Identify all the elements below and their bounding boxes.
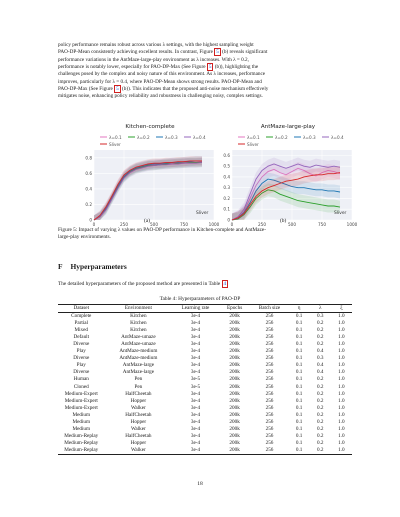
table-cell: 3e-5	[190, 376, 201, 383]
table-cell: 256	[265, 418, 274, 425]
paragraph-line: performance is notably lower, especially for PAO-DP-Max (See Figure	[58, 64, 206, 71]
table-row	[58, 398, 352, 405]
table-cell: AntMaze-large	[122, 369, 155, 376]
table-cell: Hopper	[130, 439, 147, 446]
y-tick-label: 0	[227, 217, 230, 223]
x-tick-label: 1000	[208, 222, 220, 227]
table-cell: 200k	[229, 341, 240, 348]
table-cell: 0.2	[316, 439, 324, 446]
table-cell: 256	[265, 369, 274, 376]
table-cell: Partial	[74, 320, 89, 327]
table-cell: Default	[73, 334, 90, 341]
legend-label: λ=0.4	[193, 134, 206, 140]
table-cell: 0.2	[316, 320, 324, 327]
table-row	[58, 327, 352, 334]
intro-text: The detailed hyperparameters of the proposed method are presented in Table	[58, 281, 221, 287]
table-cell: Medium-Replay	[64, 432, 99, 439]
table-cell: 256	[265, 320, 274, 327]
chart-annotation: Sliver	[334, 211, 347, 216]
column-header: Dataset	[73, 305, 90, 311]
table-cell: 0.1	[295, 369, 303, 376]
table-cell: 3e-4	[190, 390, 201, 397]
table-cell: 3e-4	[190, 334, 201, 341]
table-cell: 200k	[229, 376, 240, 383]
table-row	[58, 320, 352, 327]
table-row	[58, 313, 352, 321]
x-tick-label: 500	[288, 222, 296, 227]
table-cell: 3e-4	[190, 369, 201, 376]
table-cell: 0.2	[316, 446, 324, 453]
table-cell: HalfCheetah	[125, 390, 152, 397]
table-cell: 256	[265, 411, 274, 418]
table-row	[58, 362, 352, 369]
table-cell: 200k	[229, 397, 240, 404]
table-cell: 0.4	[316, 369, 324, 376]
table-cell: Medium	[72, 411, 91, 418]
table-cell: 200k	[229, 320, 240, 327]
table-cell: 1.0	[338, 376, 345, 383]
table-cell: Cloned	[73, 383, 89, 390]
subfigure-label: (a)	[144, 218, 150, 224]
paragraph-line: PAO-DP-Mean consistently achieving excellent results. In contrast, Figure	[58, 49, 213, 56]
column-header: η	[297, 305, 301, 311]
legend-label: λ=0.1	[109, 134, 122, 140]
table-cell: 3e-4	[190, 320, 201, 327]
table-cell: 1.0	[338, 320, 345, 327]
figure-ref-link[interactable]: 5	[116, 86, 119, 93]
paragraph-line: (b)). This indicates that the proposed anti-noise mechanism effectively	[122, 86, 269, 93]
table-cell: 200k	[229, 411, 240, 418]
table-row	[58, 348, 352, 355]
table-row	[58, 391, 352, 398]
table-row	[58, 355, 352, 362]
table-caption: Table 4: Hyperparameters of PAO-DP	[159, 296, 241, 302]
table-cell: 1.0	[338, 313, 345, 320]
y-tick-label: 0.5	[223, 163, 230, 169]
table-cell: 256	[265, 362, 274, 369]
paragraph-line: improves, particularly for λ = 0.4, where PAO-DP-Mean shows strong results. PAO-DP-Mean and	[58, 78, 262, 85]
table-cell: 256	[265, 390, 274, 397]
chart-svg	[80, 124, 220, 230]
table-cell: 1.0	[338, 334, 345, 341]
y-tick-label: 0.4	[85, 186, 92, 192]
table-cell: 0.1	[295, 418, 303, 425]
table-cell: Human	[73, 376, 89, 383]
figure-caption	[58, 227, 346, 241]
table-cell: 0.2	[316, 404, 324, 411]
table-cell: 0.1	[295, 376, 303, 383]
table-cell: 1.0	[338, 432, 345, 439]
chart-antmaze-large-play	[218, 124, 358, 230]
table-cell: 200k	[229, 404, 240, 411]
table-cell: 256	[265, 432, 274, 439]
page-number: 18	[197, 481, 203, 487]
section-number: F	[58, 262, 63, 271]
table-cell: 0.1	[295, 383, 303, 390]
table-cell: 0.1	[295, 348, 303, 355]
table-cell: 256	[265, 348, 274, 355]
table-cell: 3e-4	[190, 355, 201, 362]
y-tick-label: 0.3	[223, 185, 230, 191]
table-cell: AntMaze-umaze	[121, 341, 156, 348]
table-row	[58, 384, 352, 391]
table-row	[58, 440, 352, 447]
table-cell: 200k	[229, 425, 240, 432]
table-row	[58, 341, 352, 348]
chart-annotation: Sliver	[196, 211, 209, 216]
table-cell: Pen	[134, 376, 143, 383]
legend-label: λ=0.3	[303, 134, 316, 140]
column-header: Learning rate	[181, 305, 210, 311]
table-cell: 256	[265, 355, 274, 362]
table-cell: 200k	[229, 390, 240, 397]
table-cell: 256	[265, 404, 274, 411]
paragraph-line: performance variations in the AntMaze-large-play environment as λ increases. With λ = 0.2,	[58, 56, 249, 63]
table-cell: 0.2	[316, 334, 324, 341]
table-cell: 1.0	[338, 348, 345, 355]
table-cell: 3e-4	[190, 425, 201, 432]
table-cell: 256	[265, 425, 274, 432]
table-cell: Kitchen	[130, 327, 147, 334]
table-cell: 0.1	[295, 355, 303, 362]
table-cell: Medium-Replay	[64, 439, 99, 446]
subfigure-label: (b)	[280, 218, 287, 224]
table-cell: Medium	[72, 418, 91, 425]
table-cell: 1.0	[338, 411, 345, 418]
table-cell: 1.0	[338, 383, 345, 390]
table-cell: Medium-Expert	[64, 390, 98, 397]
table-cell: 0.1	[295, 341, 303, 348]
legend-label: Sliver	[109, 141, 121, 147]
table-cell: 1.0	[338, 404, 345, 411]
figure-ref-link[interactable]: 5	[208, 64, 212, 71]
legend-label: λ=0.2	[275, 134, 288, 140]
table-cell: 256	[265, 313, 274, 320]
table-cell: Diverse	[73, 341, 90, 348]
x-tick-label: 1000	[346, 222, 358, 227]
table-row	[58, 334, 352, 341]
x-tick-label: 0	[92, 222, 96, 227]
table-cell: 200k	[229, 348, 240, 355]
table-cell: Play	[76, 362, 86, 369]
y-tick-label: 0.2	[223, 195, 230, 201]
table-cell: Medium-Expert	[64, 397, 98, 404]
table-cell: 0.4	[316, 362, 324, 369]
paragraph-line: challenges posed by the complex and noisy nature of this environment. As λ increases, performance	[58, 71, 266, 78]
table-cell: 0.1	[295, 362, 303, 369]
table-cell: 0.1	[295, 411, 303, 418]
table-cell: 256	[265, 397, 274, 404]
section-intro	[58, 281, 228, 287]
y-tick-label: 0	[89, 217, 92, 223]
table-cell: 1.0	[338, 446, 345, 453]
chart-title: Kitchen-complete	[125, 124, 175, 130]
table-cell: 0.1	[295, 432, 303, 439]
table-cell: AntMaze-medium	[119, 348, 158, 355]
table-cell: 256	[265, 376, 274, 383]
table-cell: 256	[265, 334, 274, 341]
y-tick-label: 0.4	[223, 174, 230, 180]
table-cell: Walker	[130, 404, 146, 411]
table-cell: 0.2	[316, 376, 324, 383]
table-cell: 1.0	[338, 341, 345, 348]
table-cell: Hopper	[130, 397, 147, 404]
table-cell: 1.0	[338, 439, 345, 446]
table-cell: 1.0	[338, 327, 345, 334]
table-cell: 256	[265, 439, 274, 446]
table-cell: 256	[265, 341, 274, 348]
y-tick-label: 0.1	[223, 206, 230, 212]
table-row	[58, 369, 352, 376]
table-cell: 256	[265, 446, 274, 453]
chart-kitchen-complete	[80, 124, 220, 230]
table-cell: 3e-4	[190, 411, 201, 418]
x-tick-label: 0	[230, 222, 234, 227]
table-cell: 3e-4	[190, 341, 201, 348]
table-cell: 0.1	[295, 327, 303, 334]
table-cell: 0.1	[295, 397, 303, 404]
table-cell: 1.0	[338, 397, 345, 404]
chart-title: AntMaze-large-play	[260, 124, 316, 130]
column-header: λ	[318, 305, 322, 311]
table-cell: 200k	[229, 383, 240, 390]
table-cell: 200k	[229, 362, 240, 369]
table-cell: Kitchen	[130, 320, 147, 327]
table-cell: 200k	[229, 355, 240, 362]
paragraph-line: policy performance remains robust across various λ settings, with the highest sampling weight	[58, 42, 254, 48]
legend-label: λ=0.2	[137, 134, 150, 140]
table-cell: Medium	[72, 425, 91, 432]
table-cell: 0.1	[295, 446, 303, 453]
table-row	[58, 447, 352, 455]
table-cell: Medium-Replay	[64, 446, 99, 453]
table-cell: 0.1	[295, 390, 303, 397]
table-cell: 0.2	[316, 411, 324, 418]
table-cell: Mixed	[74, 327, 89, 334]
table-cell: 3e-4	[190, 446, 201, 453]
table-cell: 1.0	[338, 355, 345, 362]
legend-label: λ=0.3	[165, 134, 178, 140]
paragraph-line: (b)), highlighting the	[214, 64, 259, 71]
table-cell: 3e-4	[190, 418, 201, 425]
table-cell: 1.0	[338, 425, 345, 432]
caption-line: Figure 5: Impact of varying λ values on PAO-DP performance in Kitchen-complete and AntMaze-	[58, 227, 266, 233]
table-cell: 0.3	[316, 313, 324, 320]
table-cell: 0.2	[316, 432, 324, 439]
chart-svg	[218, 124, 358, 230]
table-cell: 0.1	[295, 404, 303, 411]
table-cell: 0.2	[316, 418, 324, 425]
table-ref-link[interactable]: 4	[223, 281, 227, 287]
table-cell: 0.2	[316, 383, 324, 390]
table-cell: 0.2	[316, 390, 324, 397]
table-cell: 200k	[229, 432, 240, 439]
table-row	[58, 419, 352, 426]
table-cell: 200k	[229, 369, 240, 376]
table-cell: 3e-4	[190, 397, 201, 404]
x-tick-label: 750	[180, 222, 188, 227]
table-cell: Medium-Expert	[64, 404, 98, 411]
table-cell: 256	[265, 327, 274, 334]
y-tick-label: 0.8	[85, 155, 92, 161]
table-cell: 3e-5	[190, 383, 201, 390]
table-cell: Hopper	[130, 418, 147, 425]
legend-label: λ=0.4	[331, 134, 344, 140]
table-cell: 3e-4	[190, 439, 201, 446]
table-cell: 200k	[229, 439, 240, 446]
table-cell: HalfCheetah	[125, 411, 152, 418]
table-cell: Walker	[130, 425, 146, 432]
table-cell: 200k	[229, 327, 240, 334]
section-heading	[58, 262, 127, 271]
y-tick-label: 0.6	[85, 170, 92, 176]
table-cell: 200k	[229, 418, 240, 425]
x-tick-label: 750	[318, 222, 326, 227]
table-cell: 0.1	[295, 425, 303, 432]
table-cell: 0.3	[316, 355, 324, 362]
y-tick-label: 0.6	[223, 152, 230, 158]
table-row	[58, 405, 352, 412]
table-cell: 0.1	[295, 320, 303, 327]
x-tick-label: 500	[150, 222, 158, 227]
table-cell: 200k	[229, 313, 240, 320]
table-cell: Diverse	[73, 355, 90, 362]
hyperparameter-table	[58, 304, 352, 455]
table-cell: AntMaze-large	[122, 362, 155, 369]
figure-ref-link[interactable]: 5	[216, 49, 219, 56]
table-cell: 1.0	[338, 369, 345, 376]
paragraph-line: mitigates noise, enhancing policy reliability and robustness in challenging noisy, complex settings.	[58, 93, 263, 100]
table-cell: 0.1	[295, 313, 303, 320]
legend-label: λ=0.1	[247, 134, 260, 140]
table-cell: Diverse	[73, 369, 90, 376]
table-cell: 3e-4	[190, 404, 201, 411]
table-cell: 0.4	[316, 348, 324, 355]
table-row	[58, 433, 352, 440]
table-cell: Play	[76, 348, 86, 355]
table-cell: Pen	[134, 383, 143, 390]
table-header-row	[58, 305, 352, 313]
table-row	[58, 426, 352, 433]
x-tick-label: 250	[120, 222, 128, 227]
column-header: Environment	[124, 305, 152, 311]
table-cell: 200k	[229, 446, 240, 453]
column-header: Epochs	[226, 305, 243, 311]
table-cell: 200k	[229, 334, 240, 341]
table-cell: Complete	[71, 313, 92, 320]
paragraph-line: PAO-DP-Max (See Figure	[58, 86, 113, 93]
table-cell: 3e-4	[190, 327, 201, 334]
table-cell: 0.1	[295, 334, 303, 341]
table-cell: 0.2	[316, 425, 324, 432]
table-cell: 3e-4	[190, 362, 201, 369]
table-cell: AntMaze-umaze	[121, 334, 156, 341]
table-cell: 3e-4	[190, 432, 201, 439]
caption-line: large-play environments.	[58, 234, 111, 241]
section-title: Hyperparameters	[70, 262, 127, 271]
table-row	[58, 376, 352, 383]
table-cell: 0.1	[295, 439, 303, 446]
paragraph-line: (b) reveals significant	[222, 49, 268, 56]
table-cell: 3e-4	[190, 313, 201, 320]
table-cell: HalfCheetah	[125, 432, 152, 439]
column-header: Batch size	[258, 305, 281, 311]
legend-label: Sliver	[247, 141, 259, 147]
table-cell: 256	[265, 383, 274, 390]
table-cell: Kitchen	[130, 313, 147, 320]
body-paragraph	[58, 42, 346, 101]
table-cell: 1.0	[338, 418, 345, 425]
table-cell: AntMaze-medium	[119, 355, 158, 362]
table-cell: 1.0	[338, 362, 345, 369]
table-cell: Walker	[130, 446, 146, 453]
y-tick-label: 0.2	[85, 201, 92, 207]
table-cell: 0.2	[316, 341, 324, 348]
table-cell: 0.2	[316, 327, 324, 334]
table-row	[58, 412, 352, 419]
table-cell: 1.0	[338, 390, 345, 397]
table-cell: 3e-4	[190, 348, 201, 355]
table-cell: 0.2	[316, 397, 324, 404]
column-header: ξ	[340, 305, 343, 311]
x-tick-label: 250	[258, 222, 266, 227]
